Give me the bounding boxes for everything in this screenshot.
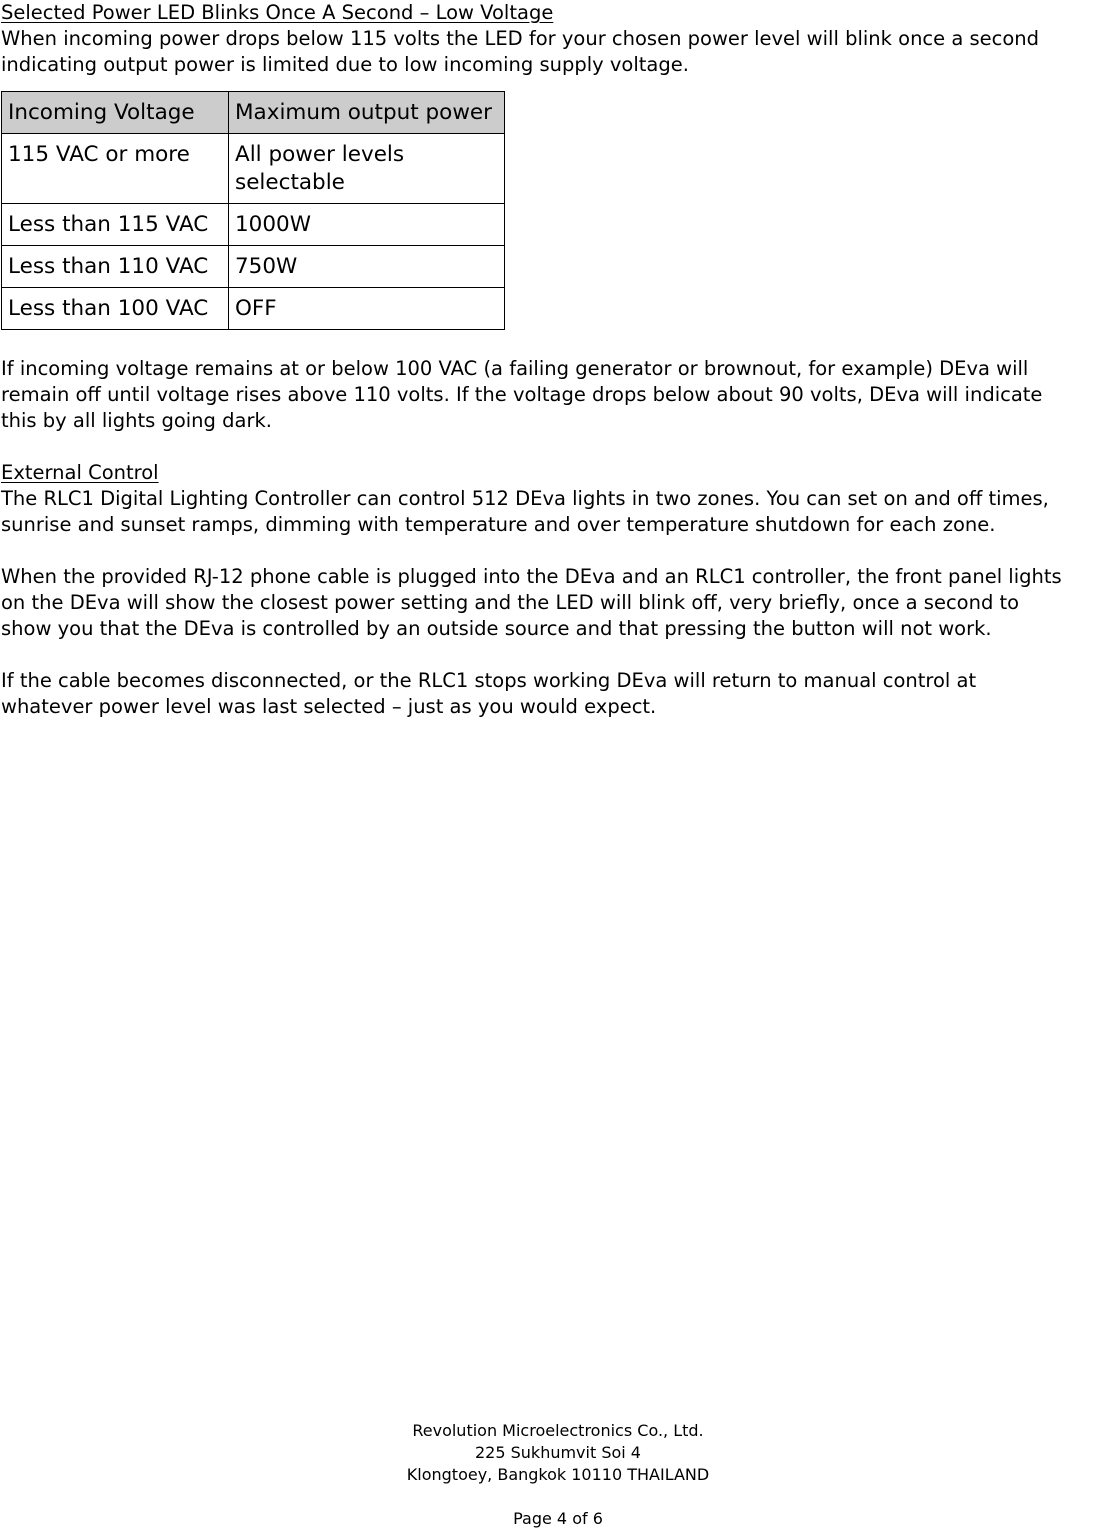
page-number: Page 4 of 6	[513, 1509, 603, 1528]
table-cell-maximum-output-power: All power levels selectable	[229, 134, 505, 204]
table-cell-maximum-output-power: 1000W	[229, 204, 505, 246]
column-header-maximum-output-power: Maximum output power	[229, 92, 505, 134]
table-cell-incoming-voltage: 115 VAC or more	[2, 134, 229, 204]
below-100-text-line-1: If incoming voltage remains at or below 100 VAC (a failing generator or brownout, for example) DEva will	[1, 357, 1029, 380]
external-control-p1-line-1: The RLC1 Digital Lighting Controller can control 512 DEva lights in two zones. You can set on and off times,	[1, 487, 1049, 510]
page-content	[1, 0, 1115, 720]
page-footer	[0, 1420, 1116, 1530]
below-100-text-line-2: remain off until voltage rises above 110 volts. If the voltage drops below about 90 volts, DEva will indicate	[1, 383, 1043, 406]
table-cell-incoming-voltage: Less than 100 VAC	[2, 288, 229, 330]
external-control-p3-line-1: If the cable becomes disconnected, or the RLC1 stops working DEva will return to manual control at	[1, 669, 977, 692]
footer-company: Revolution Microelectronics Co., Ltd.	[412, 1421, 704, 1440]
external-control-p1-line-2: sunrise and sunset ramps, dimming with temperature and over temperature shutdown for each zone.	[1, 513, 996, 536]
table-row	[2, 288, 505, 330]
external-control-p2-line-3: show you that the DEva is controlled by an outside source and that pressing the button will not work.	[1, 617, 992, 640]
external-control-p3-line-2: whatever power level was last selected – just as you would expect.	[1, 695, 657, 718]
table-cell-maximum-output-power: 750W	[229, 246, 505, 288]
footer-street: 225 Sukhumvit Soi 4	[475, 1443, 641, 1462]
footer-spacer	[0, 1486, 1116, 1508]
table-row	[2, 134, 505, 204]
external-control-p2-line-1: When the provided RJ-12 phone cable is plugged into the DEva and an RLC1 controller, the front panel lights	[1, 565, 1062, 588]
table-cell-incoming-voltage: Less than 110 VAC	[2, 246, 229, 288]
below-100-text-line-3: this by all lights going dark.	[1, 409, 272, 432]
table-row	[2, 246, 505, 288]
footer-city: Klongtoey, Bangkok 10110 THAILAND	[406, 1465, 710, 1484]
paragraph-spacer	[1, 538, 1115, 564]
low-voltage-text-line-2: indicating output power is limited due to low incoming supply voltage.	[1, 53, 689, 76]
table-cell-maximum-output-power: OFF	[229, 288, 505, 330]
low-voltage-heading: Selected Power LED Blinks Once A Second – Low Voltage	[1, 1, 554, 24]
external-control-p2-line-2: on the DEva will show the closest power setting and the LED will blink off, very briefly, once a second to	[1, 591, 1020, 614]
table-header-row	[2, 92, 505, 134]
low-voltage-text-line-1: When incoming power drops below 115 volts the LED for your chosen power level will blink once a second	[1, 27, 1040, 50]
column-header-incoming-voltage: Incoming Voltage	[2, 92, 229, 134]
paragraph-spacer	[1, 642, 1115, 668]
paragraph-spacer	[1, 434, 1115, 460]
table-row	[2, 204, 505, 246]
table-cell-incoming-voltage: Less than 115 VAC	[2, 204, 229, 246]
voltage-table	[1, 91, 505, 330]
external-control-heading: External Control	[1, 461, 159, 484]
